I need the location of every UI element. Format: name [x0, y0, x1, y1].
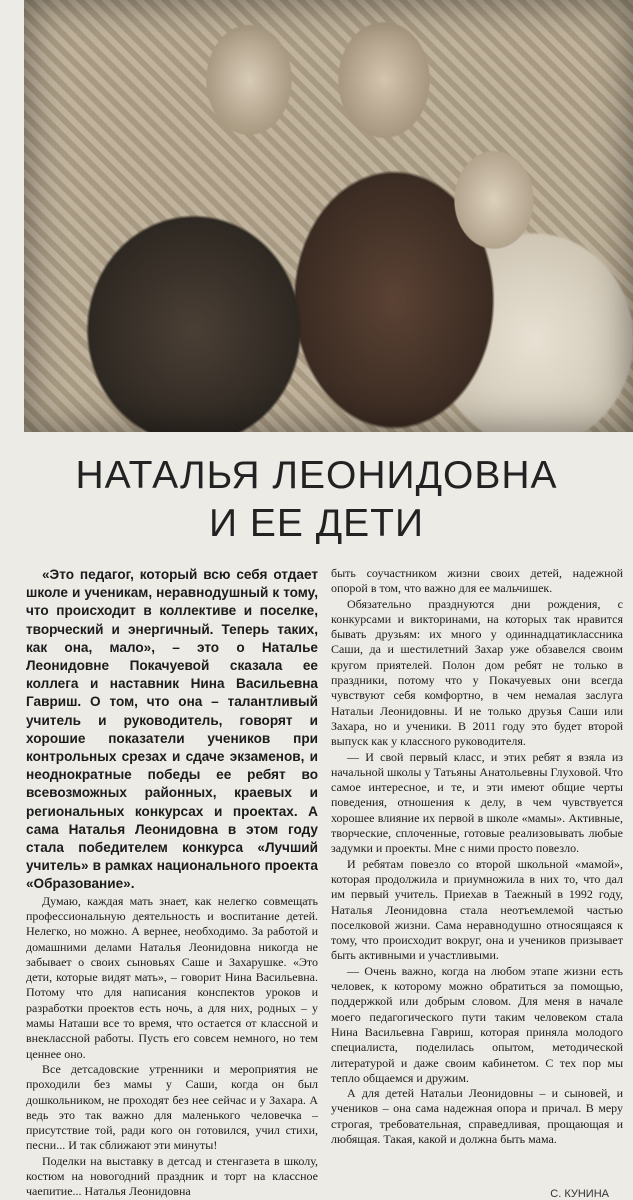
- body-paragraph: — И свой первый класс, и этих ребят я взяла из начальной школы у Татьяны Анатольевны Глуховой. Что самое интересное, и те, и эти имеют общие черты поведения, отношения к делу, в чем чувствуется хорошее влияние их первой в школе «мамы». Активные, творческие, сплоченные, готовые реализовывать любые задумки и проекты. Мне с ними просто повезло.: [331, 749, 623, 856]
- title-line-2: И ЕЕ ДЕТИ: [208, 502, 424, 545]
- body-paragraph: быть соучастником жизни своих детей, надежной опорой в том, что важно для ее мальчишек.: [331, 566, 623, 596]
- title-line-1: НАТАЛЬЯ ЛЕОНИДОВНА: [75, 454, 558, 497]
- body-paragraph: И ребятам повезло со второй школьной «мамой», которая продолжила и приумножила в них то, что дал им первый учитель. Приехав в Таежный в 1992 году, Наталья Леонидовна стала неотъемлемой частью поселковой жизни. Сама неравнодушно относящаяся к тому, что происходит вокруг, она и учеников призывает быть активными и участливыми.: [331, 856, 623, 963]
- body-paragraph: Поделки на выставку в детсад и стенгазета в школу, костюм на новогодний праздник и торт на классное чаепитие... Наталья Леонидовна: [26, 1153, 318, 1199]
- body-paragraph: Все детсадовские утренники и мероприятия не проходили без мамы у Саши, когда он был дошкольником, не проходят без нее сейчас и у Захара. А ведь это так важно для маленького человечка – присутствие той, ради кого он готовился, учил стихи, песни... И так сближают эти минуты!: [26, 1061, 318, 1153]
- article-title: [0, 452, 633, 548]
- author-signature: С. КУНИНА: [550, 1188, 609, 1200]
- body-paragraph: Обязательно празднуются дни рождения, с конкурсами и викторинами, на которых так нравится бывать друзьям: их много у одиннадцатиклассника Саши, да и шестилетний Захар уже обзавелся своим кругом приятелей. Полон дом ребят не только в праздники, потому что у Покачуевых они всегда чувствуют себя комфортно, в чем немалая заслуга Натальи Леонидовны. И не только друзья Саши или Захара, но и ученики. В 2011 году это будет второй выпуск как у классного руководителя.: [331, 596, 623, 749]
- right-column: [331, 566, 623, 1147]
- left-column: [26, 566, 318, 1200]
- family-photo: [24, 0, 633, 432]
- body-paragraph: — Очень важно, когда на любом этапе жизни есть человек, к которому можно обратиться за помощью, поддержкой или добрым словом. Для меня в начале моего педагогического пути таким человеком стала Нина Васильевна Гавриш, которая приняла молодого специалиста, поделилась опытом, методической литературой и даже своим кабинетом. С тех пор мы тепло общаемся и дружим.: [331, 963, 623, 1085]
- body-paragraph: Думаю, каждая мать знает, как нелегко совмещать профессиональную деятельность и воспитание детей. Нелегко, но можно. А вернее, необходимо. За работой и домашними делами Наталья Леонидовна никогда не забывает о своих сыновьях Саше и Захарушке. «Это дети, которые видят мать», – говорит Нина Васильевна. Потому что для написания конспектов уроков и разработки проектов есть ночь, а для них, родных – у мамы Наташи все то время, что остается от классной и внеклассной работы. Пусть его совсем немного, но тем ценнее оно.: [26, 893, 318, 1061]
- lead-paragraph: «Это педагог, который всю себя отдает школе и ученикам, неравнодушный к тому, что происходит в коллективе и поселке, творческий и энергичный. Теперь таких, как она, мало», – это о Наталье Леонидовне Покачуевой сказала ее коллега и наставник Нина Васильевна Гавриш. О том, что она – талантливый учитель и руководитель, говорят и хорошие показатели учеников при контрольных срезах и сдаче экзаменов, и неоднократные победы ее ребят во всевозможных районных, краевых и региональных конкурсах и проектах. А сама Наталья Леонидовна в этом году стала победителем конкурса «Лучший учитель» в рамках национального проекта «Образование».: [26, 567, 318, 892]
- body-paragraph: А для детей Натальи Леонидовны – и сыновей, и учеников – она сама надежная опора и причал. В меру строгая, требовательная, справедливая, прощающая и любящая. Такая, какой и должна быть мама.: [331, 1086, 623, 1146]
